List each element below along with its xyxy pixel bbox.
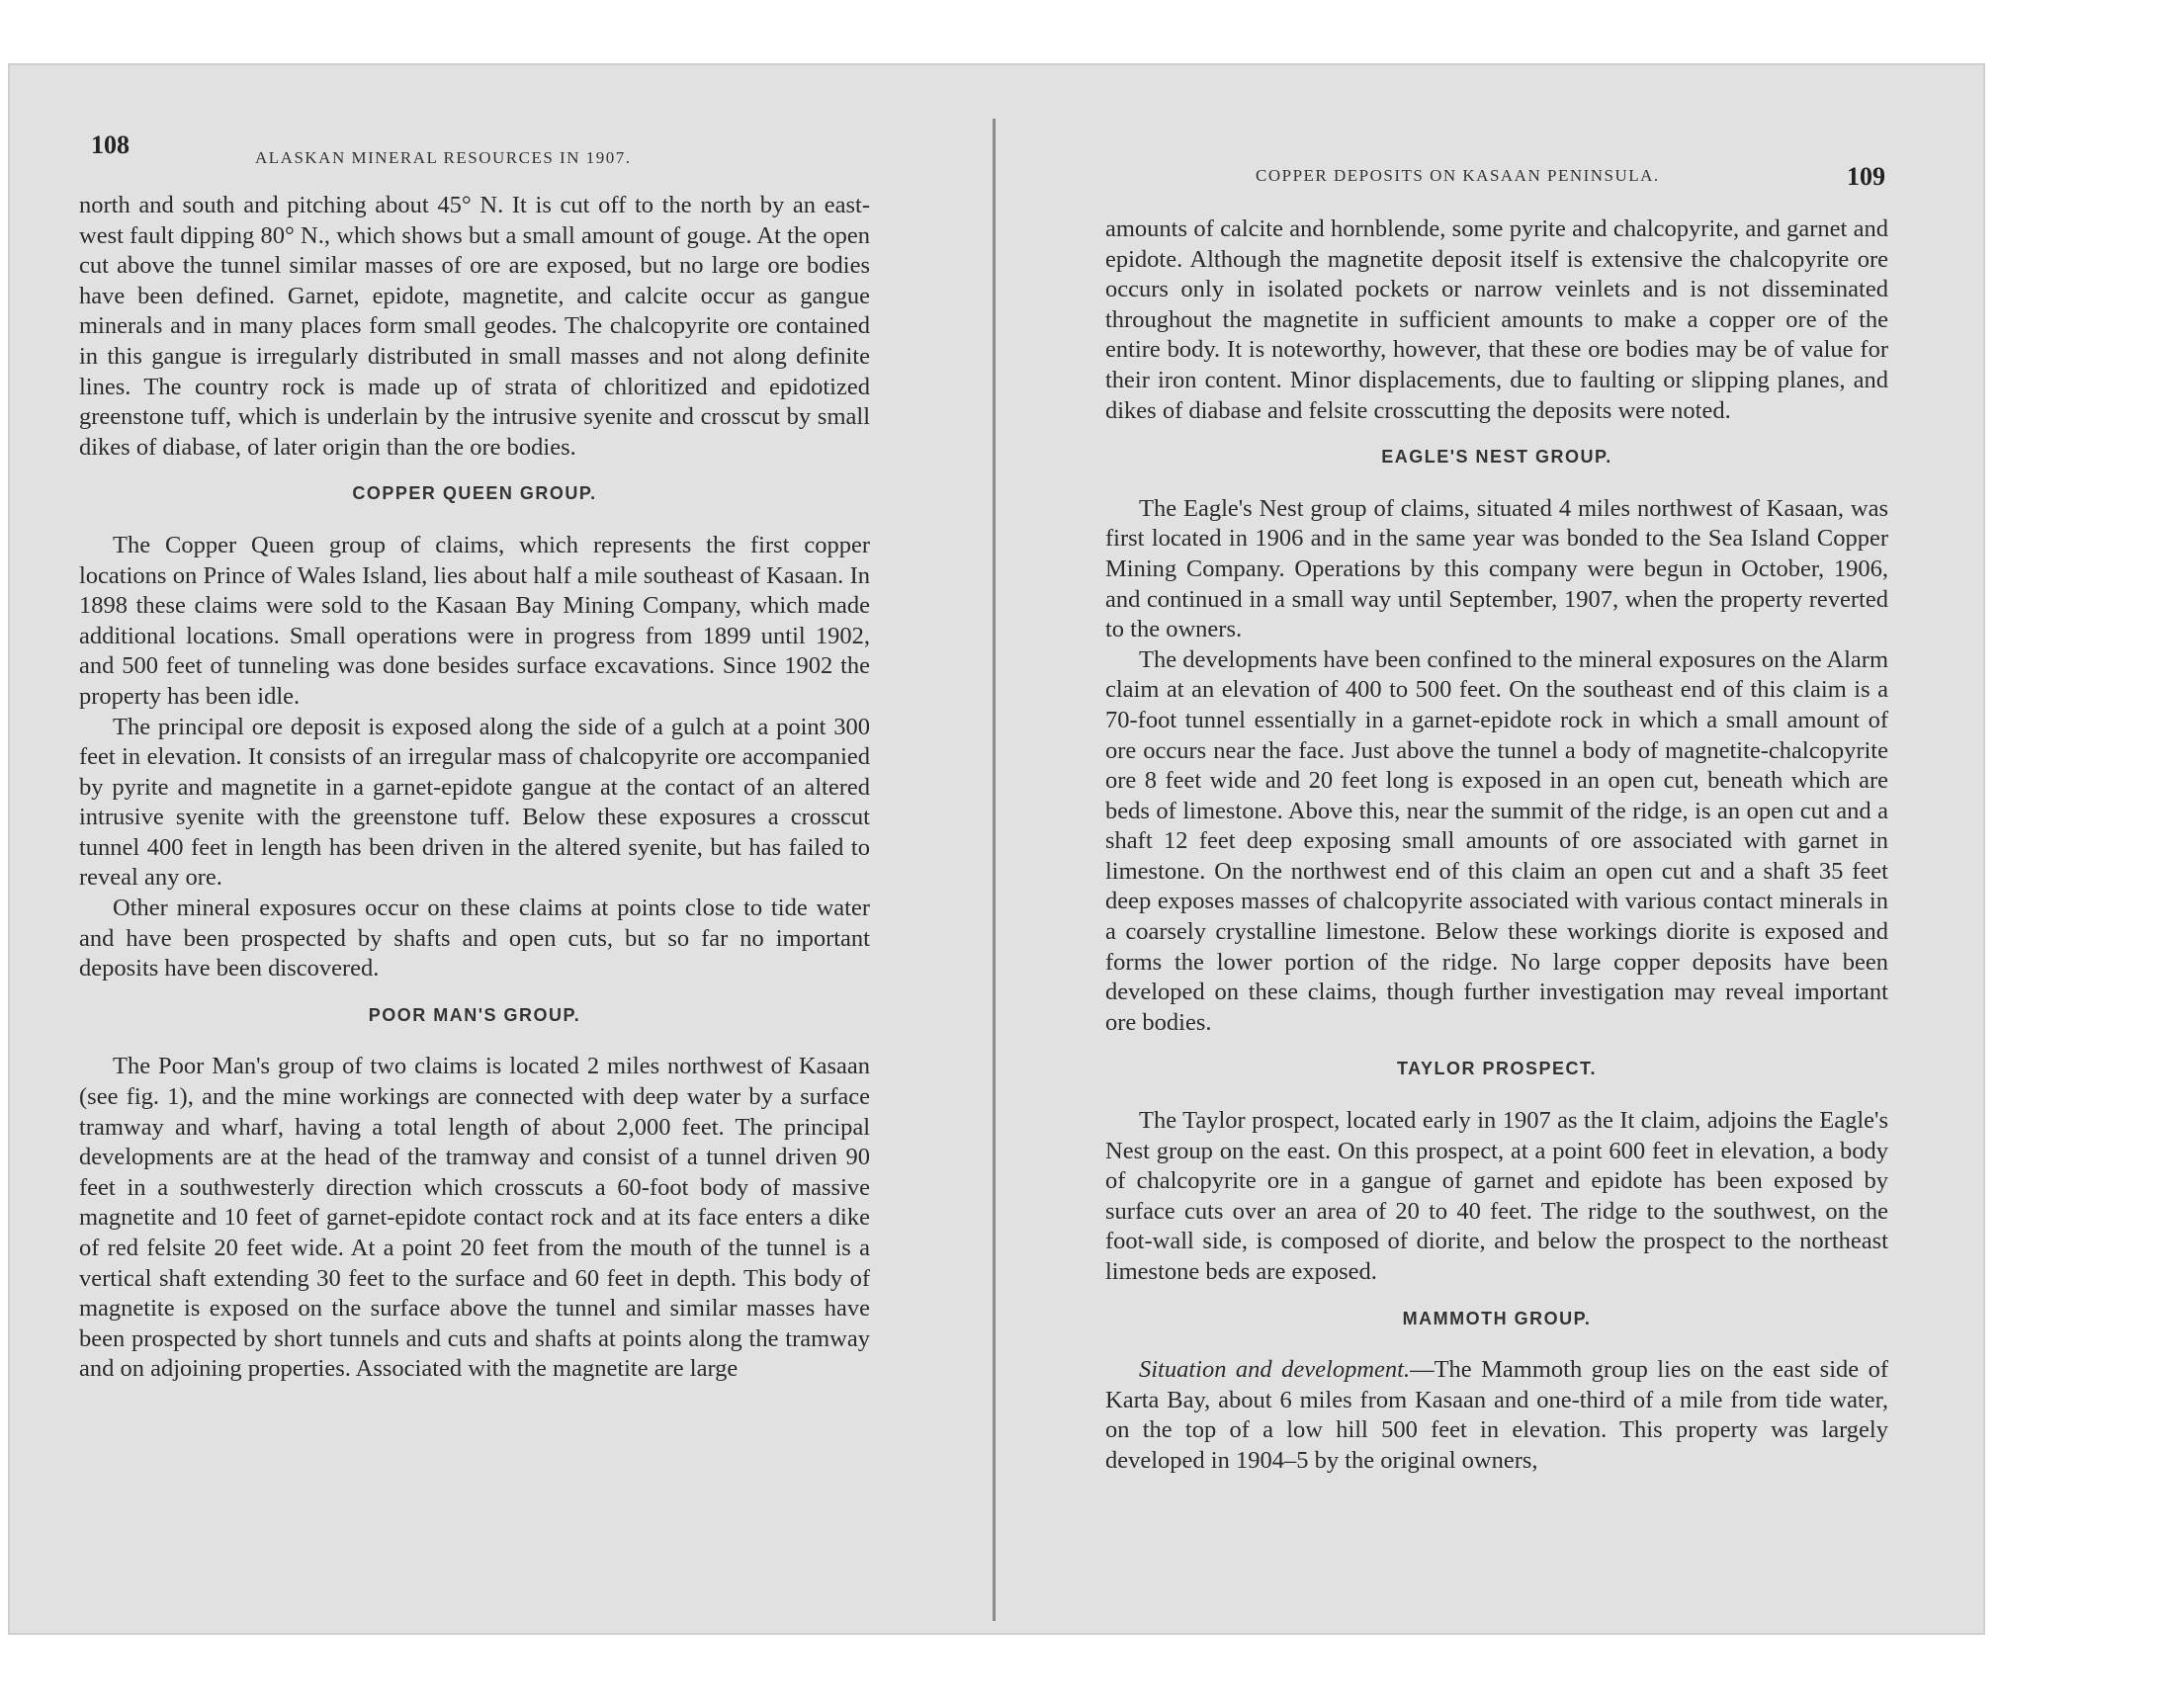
left-running-head: ALASKAN MINERAL RESOURCES IN 1907. — [255, 148, 632, 167]
eagles-nest-paragraph-2: The developments have been confined to the mineral exposures on the Alarm claim at an elevation of 400 to 500 feet. On the southeast end of this claim is a 70-foot tunnel essentially in a garnet-epidote rock in which a small amount of ore occurs near the face. Just above the tunnel a body of magnetite-chalcopyrite ore 8 feet wide and 20 feet long is exposed in an open cut, beneath which are beds of limestone. Above this, near the summit of the ridge, is an open cut and a shaft 12 feet deep exposing small amounts of ore associated with garnet in limestone. On the northwest end of this claim an open cut and a shaft 35 feet deep exposes masses of chalcopyrite associated with various contact minerals in a coarsely crystalline limestone. Below these workings diorite is exposed and forms the lower portion of the ridge. No large copper deposits have been developed on these claims, though further investigation may reveal important ore bodies. — [1105, 645, 1888, 1036]
right-page-number: 109 — [1847, 162, 1885, 191]
left-page — [79, 191, 870, 1385]
taylor-paragraph-1: The Taylor prospect, located early in 1907 as the It claim, adjoins the Eagle's Nest group on the east. On this prospect, at a point 600 feet in elevation, a body of chalcopyrite ore in a gangue of garnet and epidote has been exposed by surface cuts over an area of 20 to 40 feet. The ridge to the southwest, on the foot-wall side, is composed of diorite, and below the prospect to the northeast limestone beds are exposed. — [1105, 1107, 1888, 1285]
right-page — [1105, 214, 1888, 1477]
poor-mans-paragraph-1: The Poor Man's group of two claims is located 2 miles northwest of Kasaan (see fig. 1), and the mine workings are connected with deep water by a surface tramway and wharf, having a total length of about 2,000 feet. The principal developments are at the head of the tramway and consist of a tunnel driven 90 feet in a southwesterly direction which crosscuts a 60-foot body of massive magnetite and 10 feet of garnet-epidote contact rock and at its face enters a dike of red felsite 20 feet wide. At a point 20 feet from the mouth of the tunnel is a vertical shaft extending 30 feet to the surface and 60 feet in depth. This body of magnetite is exposed on the surface above the tunnel and similar masses have been prospected by short tunnels and cuts and shafts at points along the tramway and on adjoining properties. Associated with the magnetite are large — [79, 1053, 870, 1383]
mammoth-paragraph — [1105, 1355, 1888, 1476]
poor-mans-heading: POOR MAN'S GROUP. — [368, 1004, 581, 1025]
copper-queen-heading: COPPER QUEEN GROUP. — [352, 483, 597, 504]
taylor-heading: TAYLOR PROSPECT. — [1396, 1059, 1598, 1079]
mammoth-lead-in: Situation and development. — [1139, 1356, 1411, 1384]
right-running-head: COPPER DEPOSITS ON KASAAN PENINSULA. — [1256, 166, 1660, 185]
right-opening-paragraph: amounts of calcite and hornblende, some pyrite and chalcopyrite, and garnet and epidote. Although the magnetite deposit itself is extensive the chalcopyrite ore occurs only in isolated pockets or narrow veinlets and is not disseminated throughout the magnetite in sufficient amounts to make a copper ore of the entire body. It is noteworthy, however, that these ore bodies may be of value for their iron content. Minor displacements, due to faulting or slipping planes, and dikes of diabase and felsite crosscutting the deposits were noted. — [1105, 215, 1888, 424]
mammoth-heading: MAMMOTH GROUP. — [1402, 1308, 1592, 1328]
copper-queen-paragraph-1: The Copper Queen group of claims, which represents the first copper locations on Prince of Wales Island, lies about half a mile southeast of Kasaan. In 1898 these claims were sold to the Kasaan Bay Mining Company, which made additional locations. Small operations were in progress from 1899 until 1902, and 500 feet of tunneling was done besides surface excavations. Since 1902 the property has been idle. — [79, 531, 870, 710]
eagles-nest-paragraph-1: The Eagle's Nest group of claims, situated 4 miles northwest of Kasaan, was first located in 1906 and in the same year was bonded to the Sea Island Copper Mining Company. Operations by this company were begun in October, 1906, and continued in a small way until September, 1907, when the property reverted to the owners. — [1105, 494, 1888, 643]
left-page-number: 108 — [91, 130, 130, 159]
left-opening-paragraph: north and south and pitching about 45° N. It is cut off to the north by an east-west fault dipping 80° N., which shows but a small amount of gouge. At the open cut above the tunnel similar masses of ore are exposed, but no large ore bodies have been defined. Garnet, epidote, magnetite, and calcite occur as gangue minerals and in many places form small geodes. The chalcopyrite ore contained in this gangue is irregularly distributed in small masses and not along definite lines. The country rock is made up of strata of chloritized and epidotized greenstone tuff, which is underlain by the intrusive syenite and crosscut by small dikes of diabase, of later origin than the ore bodies. — [79, 192, 870, 461]
copper-queen-paragraph-3: Other mineral exposures occur on these claims at points close to tide water and have been prospected by shafts and open cuts, but so far no important deposits have been discovered. — [79, 895, 870, 982]
copper-queen-paragraph-2: The principal ore deposit is exposed along the side of a gulch at a point 300 feet in elevation. It consists of an irregular mass of chalcopyrite ore accompanied by pyrite and magnetite in a garnet-epidote gangue at the contact of an altered intrusive syenite with the greenstone tuff. Below these exposures a crosscut tunnel 400 feet in length has been driven in the altered syenite, but has failed to reveal any ore. — [79, 713, 870, 892]
mammoth-paragraph-text: —The Mammoth group lies on the east side of Karta Bay, about 6 miles from Kasaan and one-third of a mile from tide water, on the top of a low hill 500 feet in elevation. This property was largely developed in 1904–5 by the original owners, — [1105, 1356, 1888, 1474]
eagles-nest-heading: EAGLE'S NEST GROUP. — [1381, 447, 1612, 468]
book-gutter — [993, 119, 996, 1621]
